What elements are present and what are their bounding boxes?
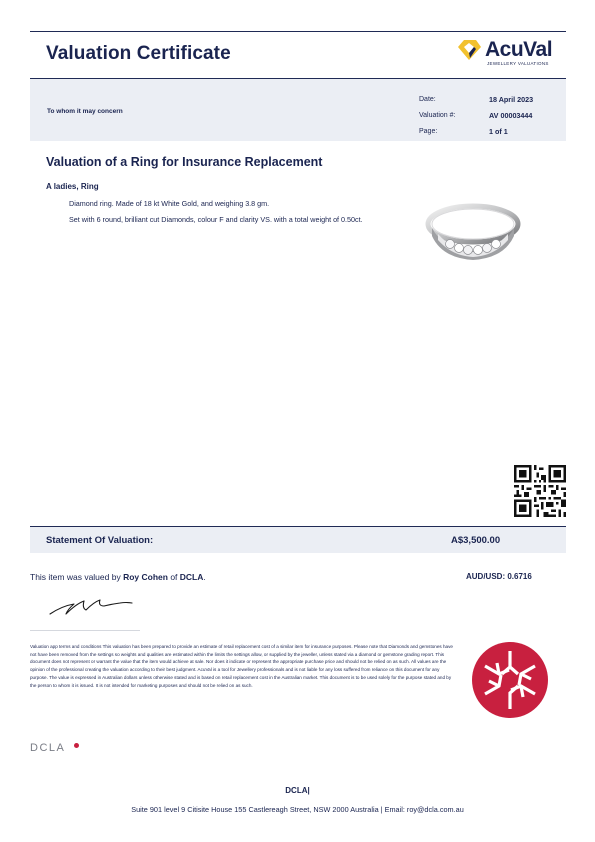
page-label: Page: <box>419 127 438 135</box>
dcla-dot-icon <box>74 743 79 748</box>
addressee: To whom it may concern <box>47 108 123 115</box>
info-band <box>30 78 566 141</box>
section-title: Valuation of a Ring for Insurance Replacement <box>46 155 323 169</box>
valuer-company: DCLA <box>179 572 204 582</box>
valuer-name: Roy Cohen <box>123 572 168 582</box>
statement-value: A$3,500.00 <box>451 535 501 546</box>
footer-address: Suite 901 level 9 Citisite House 155 Castlereagh Street, NSW 2000 Australia | Email: roy@dcla.com.au <box>131 805 464 814</box>
valuer-signature <box>48 594 134 618</box>
page-row <box>419 123 533 139</box>
logo-tagline: JEWELLERY VALUATIONS <box>487 61 549 66</box>
valuation-number-label: Valuation #: <box>419 111 456 119</box>
logo-wordmark: AcuVal <box>485 38 553 61</box>
ring-photo <box>422 196 524 266</box>
dcla-wordmark: DCLA <box>30 742 66 754</box>
valuation-number-row <box>419 107 533 123</box>
valuer-seal-icon <box>471 641 549 719</box>
valuation-meta <box>419 91 533 139</box>
date-label: Date: <box>419 95 436 103</box>
signature-line <box>30 630 140 631</box>
valued-by-of: of <box>167 572 180 582</box>
date-row <box>419 91 533 107</box>
valuation-number-value: AV 00003444 <box>489 110 533 120</box>
valued-by-line <box>30 572 206 582</box>
statement-label: Statement Of Valuation: <box>46 535 154 546</box>
statement-of-valuation <box>30 527 566 553</box>
acuval-diamond-icon <box>456 38 482 62</box>
terms-and-conditions: Valuation app terms and conditions This valuation has been prepared to provide an estimate of retail replacement cost of a similar item for insurance purposes. Please note that Diamonds and gemstones have not have been removed from the settings so weights and qualities are estimated within the limits the settings allow, or supplied by the jeweller, unless stated via a diamond or gemstone grading report. This document does not represent or warrant the value that the item would achieve at sale. Nor does it indicate or represent the appropriate purchase price and should not be relied on as such. All values are the opinion of the professional creating the valuation according to their best judgment. AcuVal is a tool for Jewellery professionals and is not liable for any loss suffered from reliance on this document for any purpose. The value is expressed in Australian dollars unless otherwise stated and is based on retail replacement cost in the Australian market. This document is to be used solely for the purpose stated and by the person to whom it is issued. It is not intended for marketing purposes and should not be relied on as such. <box>30 644 453 688</box>
item-description-line-1: Diamond ring. Made of 18 kt White Gold, and weighing 3.8 gm. <box>69 199 270 208</box>
document-title: Valuation Certificate <box>46 43 231 64</box>
valued-by-suffix: . <box>203 572 206 582</box>
footer-company: DCLA| <box>285 786 310 795</box>
item-heading: A ladies, Ring <box>46 182 99 191</box>
header-rule <box>30 31 566 32</box>
date-value: 18 April 2023 <box>489 94 534 104</box>
item-description <box>69 198 391 230</box>
dcla-logo <box>30 742 90 760</box>
qr-code-icon <box>514 465 566 517</box>
exchange-rate: AUD/USD: 0.6716 <box>466 572 532 581</box>
valued-by-prefix: This item was valued by <box>30 572 124 582</box>
acuval-logo <box>456 38 566 70</box>
page-value: 1 of 1 <box>489 126 508 136</box>
item-description-line-2: Set with 6 round, brilliant cut Diamonds, colour F and clarity VS. with a total weight of 0.50ct. <box>69 215 363 224</box>
